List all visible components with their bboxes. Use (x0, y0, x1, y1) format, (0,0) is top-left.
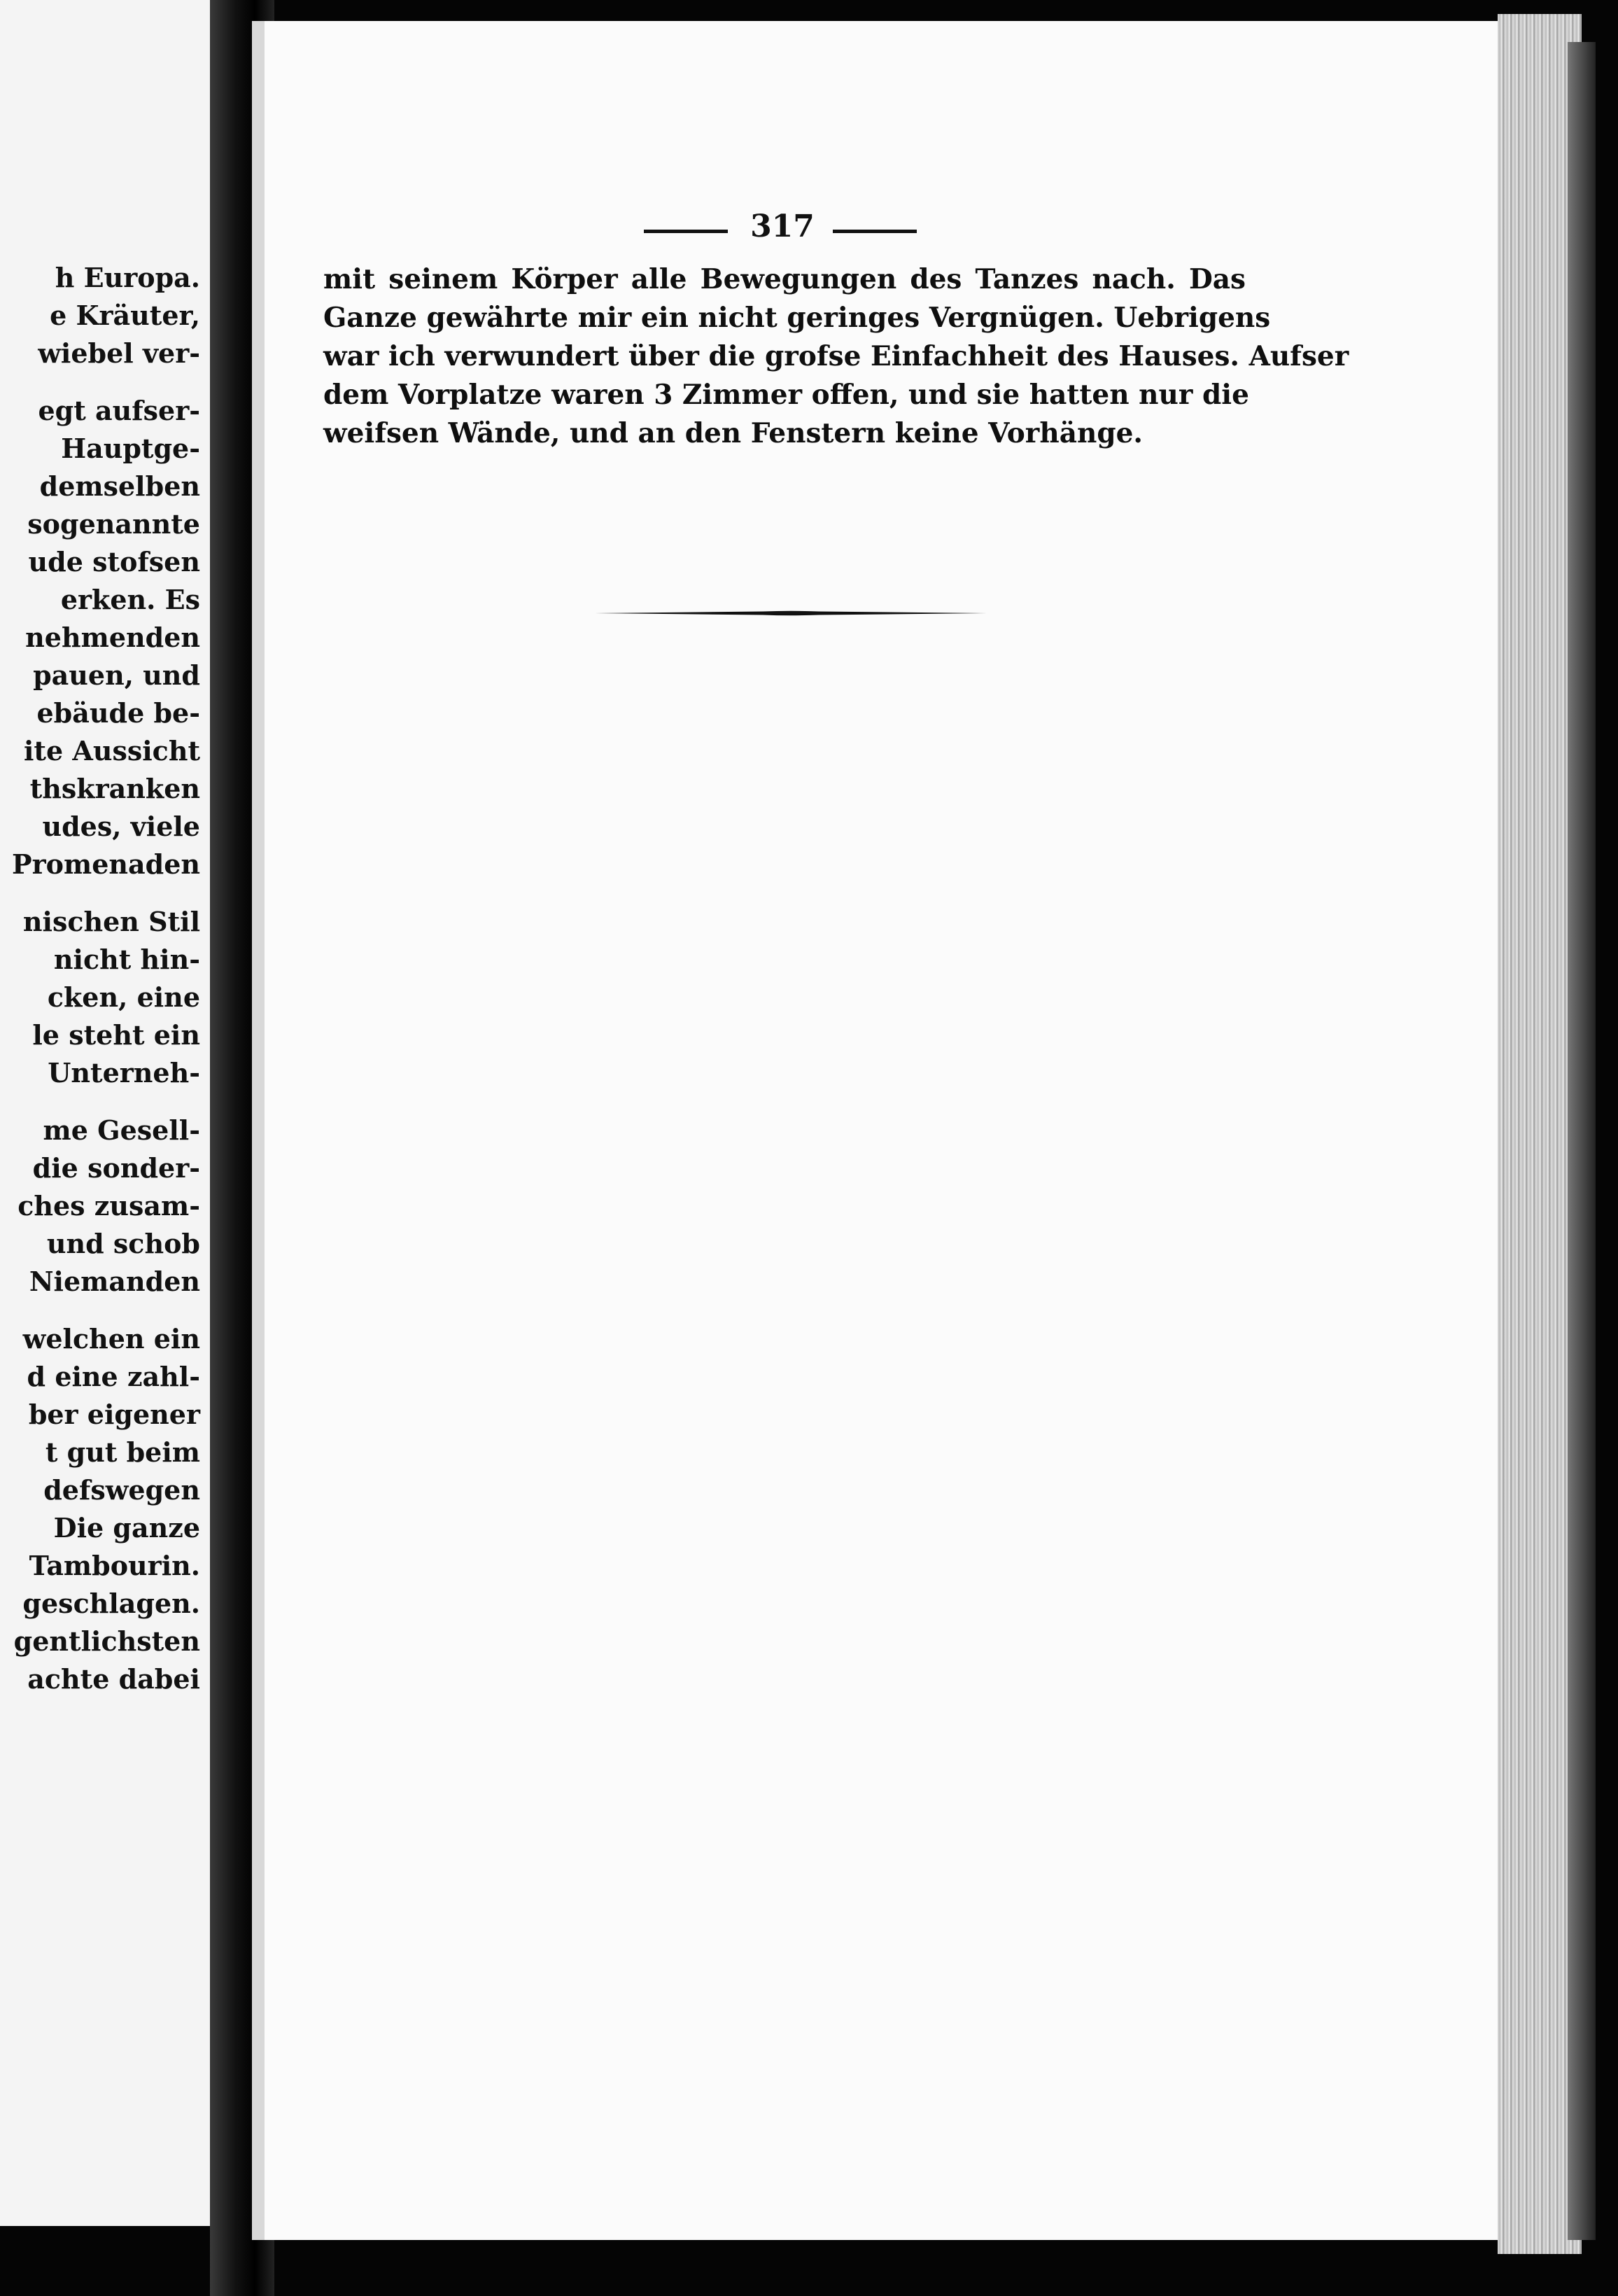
left-page-line: sogenannte (27, 508, 200, 540)
text-line: war ich verwundert über die grofse Einfachheit des Hauses. Aufser (323, 340, 1349, 372)
body-paragraph (323, 260, 1349, 453)
text-line: weifsen Wände, und an den Fenstern keine Vorhänge. (323, 417, 1143, 449)
left-page-line: gentlichsten (13, 1625, 200, 1657)
left-page-line: le steht ein (32, 1019, 200, 1051)
left-page-line: achte dabei (27, 1663, 200, 1695)
left-page-line: ude stofsen (28, 546, 200, 578)
left-page-line: nischen Stil (22, 906, 200, 937)
cover-edge (1568, 42, 1596, 2240)
left-page-line: welchen ein (22, 1323, 200, 1354)
left-page-line: udes, viele (42, 811, 200, 842)
section-end-rule (595, 610, 987, 615)
paragraph-gap (12, 1301, 200, 1320)
left-page-line: t gut beim (45, 1436, 200, 1468)
header-rule-left (644, 230, 728, 233)
left-page-line: Promenaden (12, 848, 200, 880)
left-page-line: Niemanden (29, 1266, 200, 1297)
left-page-line: wiebel ver- (38, 337, 200, 369)
left-page-line: Tambourin. (29, 1550, 200, 1581)
left-page-line: ebäude be- (36, 697, 200, 729)
left-page-line: pauen, und (33, 659, 200, 691)
left-page-line: ber eigener (28, 1399, 200, 1430)
left-page-line: erken. Es (60, 584, 200, 615)
left-facing-page (0, 0, 210, 2226)
left-page-line: defswegen (43, 1474, 200, 1506)
page-number: 317 (750, 209, 815, 244)
header-rule-right (833, 230, 917, 233)
left-page-line: e Kräuter, (50, 300, 200, 331)
left-page-line: Hauptge- (61, 433, 200, 464)
left-page-line: und schob (46, 1228, 200, 1259)
left-page-line: ite Aussicht (23, 735, 200, 766)
left-page-line: me Gesell- (43, 1114, 200, 1146)
left-page-line: demselben (39, 470, 200, 502)
left-page-line: die sonder- (32, 1152, 200, 1184)
text-line: Ganze gewährte mir ein nicht geringes Vergnügen. Uebrigens (323, 302, 1271, 334)
paragraph-gap (12, 1092, 200, 1112)
left-page-line: geschlagen. (22, 1588, 200, 1619)
left-page-line: nehmenden (25, 622, 200, 653)
paragraph-gap (12, 883, 200, 903)
paragraph-gap (12, 372, 200, 392)
left-page-line: Die ganze (53, 1512, 200, 1544)
page-header (644, 209, 917, 251)
left-page-line: cken, eine (47, 981, 200, 1013)
left-page-line: h Europa. (55, 262, 200, 293)
left-page-line: ches zusam- (17, 1190, 200, 1222)
left-page-line: Unterneh- (48, 1057, 200, 1088)
left-page-text-fragments (12, 259, 200, 1698)
text-line: mit seinem Körper alle Bewegungen des Tanzes nach. Das (323, 263, 1246, 295)
left-page-line: d eine zahl- (27, 1361, 200, 1392)
left-page-line: egt aufser- (38, 395, 200, 426)
left-page-line: nicht hin- (53, 944, 200, 975)
text-line: dem Vorplatze waren 3 Zimmer offen, und sie hatten nur die (323, 379, 1249, 411)
left-page-line: thskranken (29, 773, 200, 804)
